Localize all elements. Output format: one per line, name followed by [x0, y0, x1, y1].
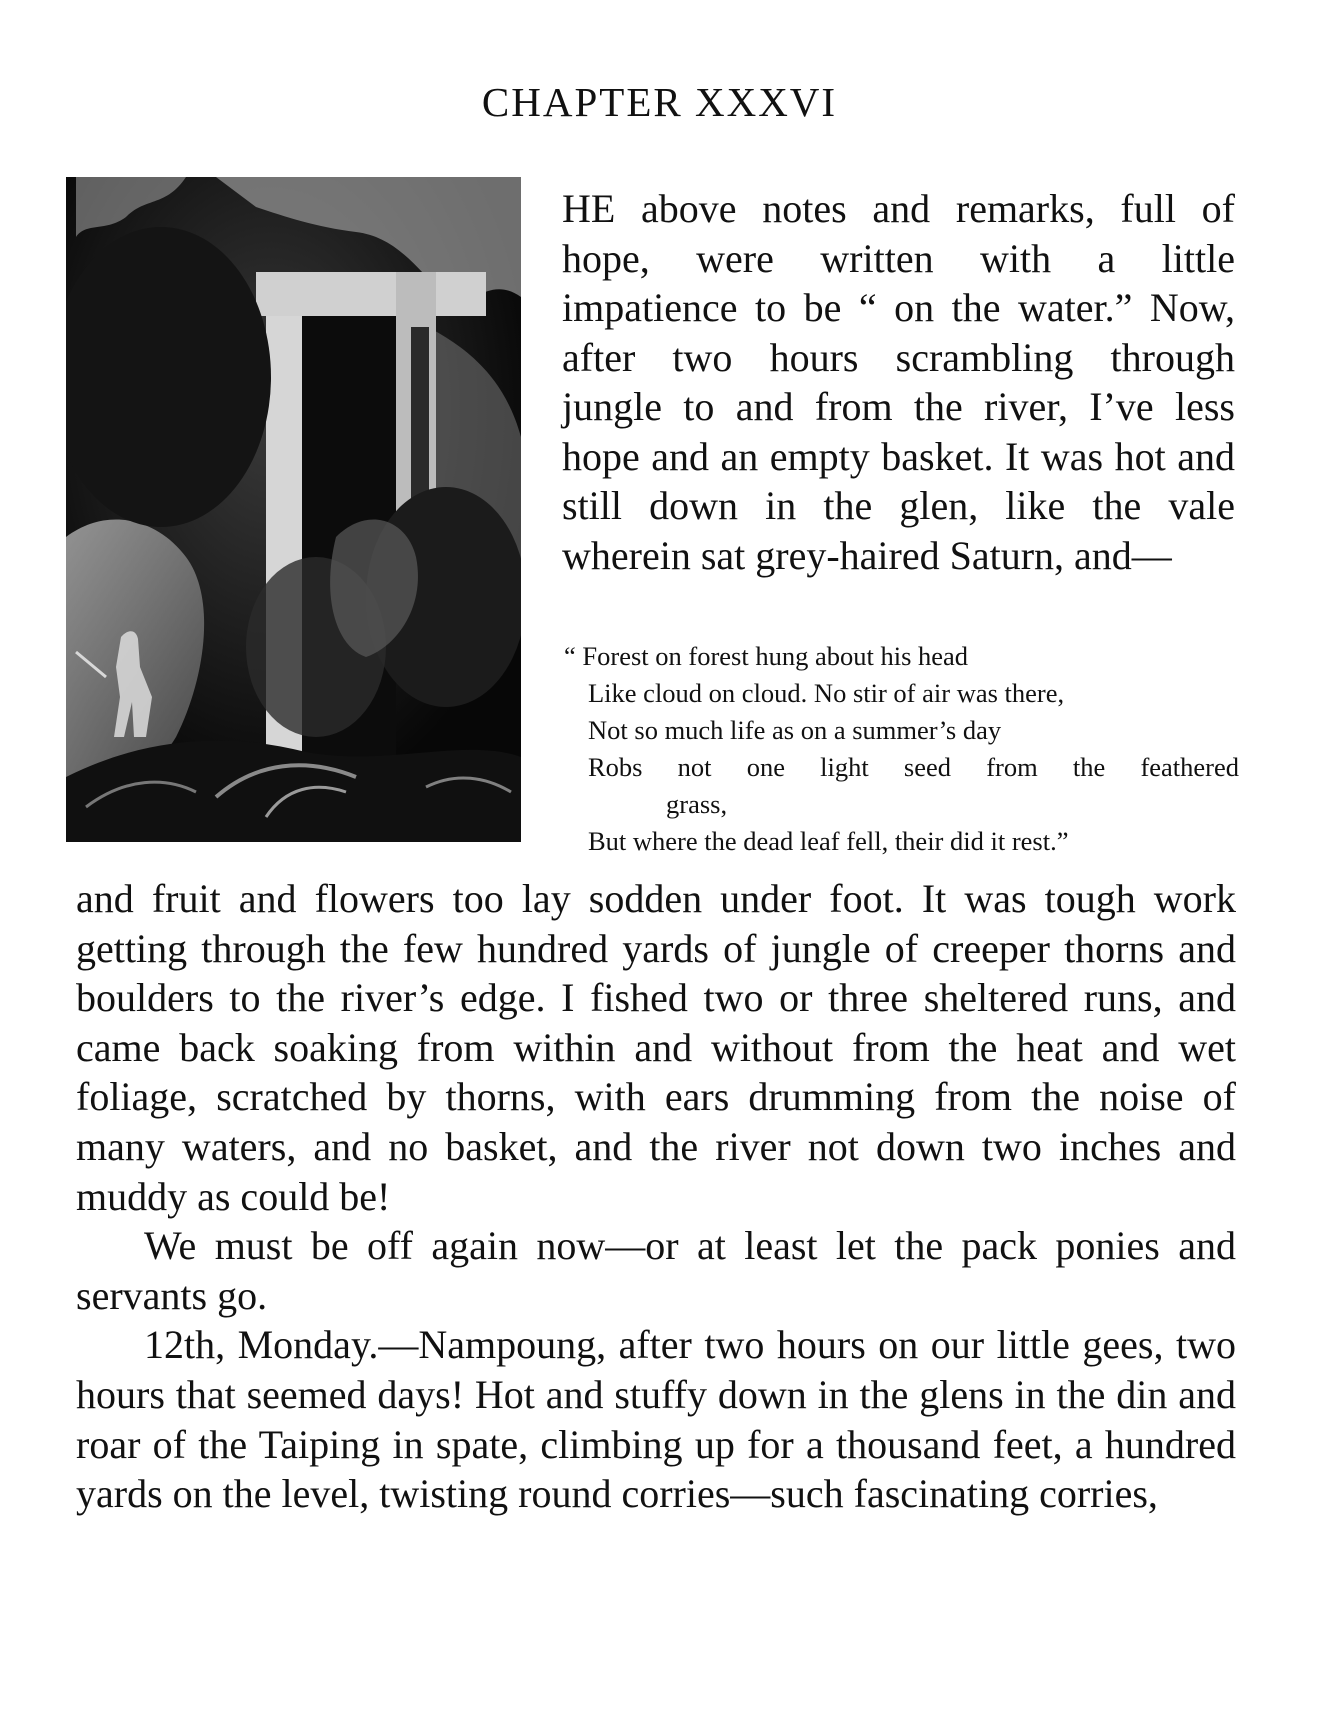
- photograph-drawing: [66, 177, 521, 842]
- paragraph: 12th, Monday.—Nampoung, after two hours on our little gees, two hours that seemed days! Hot and stuffy down in the glens in the din and roar of the Taiping in spate, climbing up for a thousand feet, a hundred yards on the level, twisting round corries—such fascinating corries,: [76, 1322, 1236, 1517]
- verse-line: grass,: [666, 789, 728, 819]
- verse-quotation: [564, 638, 1244, 860]
- body-text: [76, 874, 1236, 1519]
- chapter-title: CHAPTER XXXVI: [481, 79, 838, 125]
- opening-paragraph-block: [562, 184, 1235, 580]
- paragraph: We must be off again now—or at least let the pack ponies and servants go.: [76, 1223, 1236, 1318]
- verse-line: Like cloud on cloud. No stir of air was there,: [588, 678, 1065, 708]
- verse-line: “ Forest on forest hung about his head: [564, 641, 969, 671]
- verse-line: But where the dead leaf fell, their did it rest.”: [588, 826, 1069, 856]
- jungle-cross-photograph: [66, 177, 521, 842]
- paragraph: and fruit and flowers too lay sodden under foot. It was tough work getting through the few hundred yards of jungle of creeper thorns and boulders to the river’s edge. I fished two or three sheltered runs, and came back soaking from within and without from the heat and wet foliage, scratched by thorns, with ears drumming from the noise of many waters, and no basket, and the river not down two inches and muddy as could be!: [76, 876, 1236, 1219]
- verse-line: Robs not one light seed from the feathered: [588, 752, 1239, 782]
- opening-paragraph: HE above notes and remarks, full of hope, were written with a little impatience to be “ on the water.” Now, after two hours scrambling through jungle to and from the river, I’ve less hope and an empty basket. It was hot and still down in the glen, like the vale wherein sat grey-haired Saturn, and—: [562, 186, 1235, 578]
- verse-line: Not so much life as on a summer’s day: [588, 715, 1002, 745]
